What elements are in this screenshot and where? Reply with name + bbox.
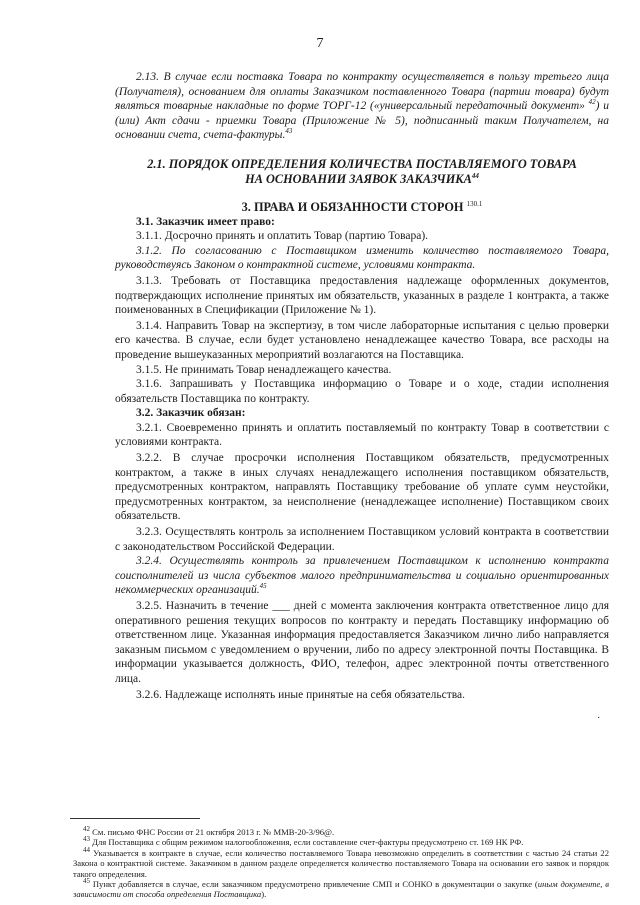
clause-3-2-4: 3.2.4. Осуществлять контроль за привлечением Поставщиком к исполнению контракта соисполнителей из числа субъектов малого предпринимательства и социально ориентированных некоммерческих организаций.$^{45}$ — [115, 555, 609, 597]
footnote-ref-43[interactable]: 43 — [285, 127, 293, 136]
subsection-3-2-heading: 3.2. Заказчик обязан: — [136, 407, 246, 420]
footnote-ref-45[interactable]: 45 — [259, 582, 267, 591]
clause-3-1-5: 3.1.5. Не принимать Товар ненадлежащего качества. — [136, 363, 392, 376]
footnote-44: $^{44}$ Указывается в контракте в случае, если количество поставляемого Товара невозможно определить в соответствии с частью 24 статьи 22 Закона о контрактной системе. Заказчиком в данном разделе определяется количество поставляемого Товара на основании его заявок и порядок такого определения. — [73, 845, 609, 879]
clause-3-2-6: 3.2.6. Надлежаще исполнять иные принятые на себя обязательства. — [136, 688, 465, 701]
footnote-42: $^{42}$ См. письмо ФНС России от 21 октября 2013 г. № ММВ-20-3/96@. — [83, 825, 335, 837]
footnote-45: $^{45}$ Пункт добавляется в случае, если заказчиком предусмотрено привлечение СМП и СОНКО в документации о закупке (иным документе, в зависимости от способа определения Поставщика). — [73, 877, 610, 900]
footnote-separator — [70, 818, 200, 819]
section-3-heading: 3. ПРАВА И ОБЯЗАННОСТИ СТОРОН $^{130.1}$ — [241, 199, 483, 214]
document-body — [115, 70, 609, 702]
footnotes — [73, 827, 609, 900]
stray-mark: · — [597, 713, 601, 724]
clause-3-1-2: 3.1.2. По согласованию с Поставщиком изменить количество поставляемого Товара, руководствуясь Законом о контрактной системе, условиями контракта. — [115, 244, 609, 272]
page-number: 7 — [316, 36, 324, 51]
footnote-ref-44[interactable]: 44 — [471, 171, 479, 180]
section-2-1-heading: 2.1. ПОРЯДОК ОПРЕДЕЛЕНИЯ КОЛИЧЕСТВА ПОСТАВЛЯЕМОГО ТОВАРА НА ОСНОВАНИИ ЗАЯВОК ЗАКАЗЧИКА$^{44}$ — [147, 156, 577, 186]
clause-3-2-2: 3.2.2. В случае просрочки исполнения Поставщиком обязательств, предусмотренных контрактом, а также в иных случаях ненадлежащего исполнения поставщиком обязательств, предусмотренных контрактом, направлять Поставщику требование об уплате сумм неустойки, предусмотренных контрактом, за неисполнение (ненадлежащее исполнение) Поставщиком своих обязательств. — [115, 452, 609, 523]
clause-3-1-3: 3.1.3. Требовать от Поставщика предоставления надлежаще оформленных документов, подтверждающих исполнение принятых им обязательств, указанных в разделе 1 контракта, а также поименованных в Спецификации (Приложение № 1). — [115, 274, 609, 317]
footnote-ref-130-1[interactable]: 130.1 — [466, 199, 483, 208]
footnote-43: $^{43}$ Для Поставщика с общим режимом налогообложения, если составление счет-фактуры предусмотрено ст. 169 НК РФ. — [83, 835, 524, 848]
subsection-3-1-heading: 3.1. Заказчик имеет право: — [136, 215, 275, 228]
clause-2-13: 2.13. В случае если поставка Товара по контракту осуществляется в пользу третьего лица (Получателя), основанием для оплаты Заказчиком поставленного Товара (партии товара) будут являться товарные накладные по форме ТОРГ-12 («универсальный передаточный документ» $^{42}$) и (или) Акт сдачи - приемки Товара (Приложение № 5), подписанный таким Получателем, на основании счета, счета-фактуры.$^{43}$ — [115, 71, 609, 142]
clause-3-1-1: 3.1.1. Досрочно принять и оплатить Товар (партию Товара). — [136, 230, 429, 243]
clause-3-2-5: 3.2.5. Назначить в течение ___ дней с момента заключения контракта ответственное лицо для оперативного решения текущих вопросов по контракту и передать Поставщику информацию об ответственном лице. Указанная информация предоставляется Заказчиком лично либо направляется заказным письмом с уведомлением о вручении, либо по адресу электронной почты Поставщика. В информации указывается должность, ФИО, телефон, адрес электронной почты ответственного лица. — [115, 600, 609, 685]
footnote-ref-42[interactable]: 42 — [588, 98, 596, 107]
clause-3-2-3: 3.2.3. Осуществлять контроль за исполнением Поставщиком условий контракта в соответствии с законодательством Российской Федерации. — [115, 526, 609, 553]
clause-3-2-1: 3.2.1. Своевременно принять и оплатить поставляемый по контракту Товар в соответствии с условиями контракта. — [115, 421, 609, 449]
clause-3-1-4: 3.1.4. Направить Товар на экспертизу, в том числе лабораторные испытания с целью проверки его качества. В случае, если будет установлено ненадлежащее качество Товара, все расходы на проведение вышеуказанных мероприятий возлагаются на Поставщика. — [115, 319, 609, 361]
clause-3-1-6: 3.1.6. Запрашивать у Поставщика информацию о Товаре и о ходе, стадии исполнения обязательств Поставщика по контракту. — [115, 378, 609, 405]
